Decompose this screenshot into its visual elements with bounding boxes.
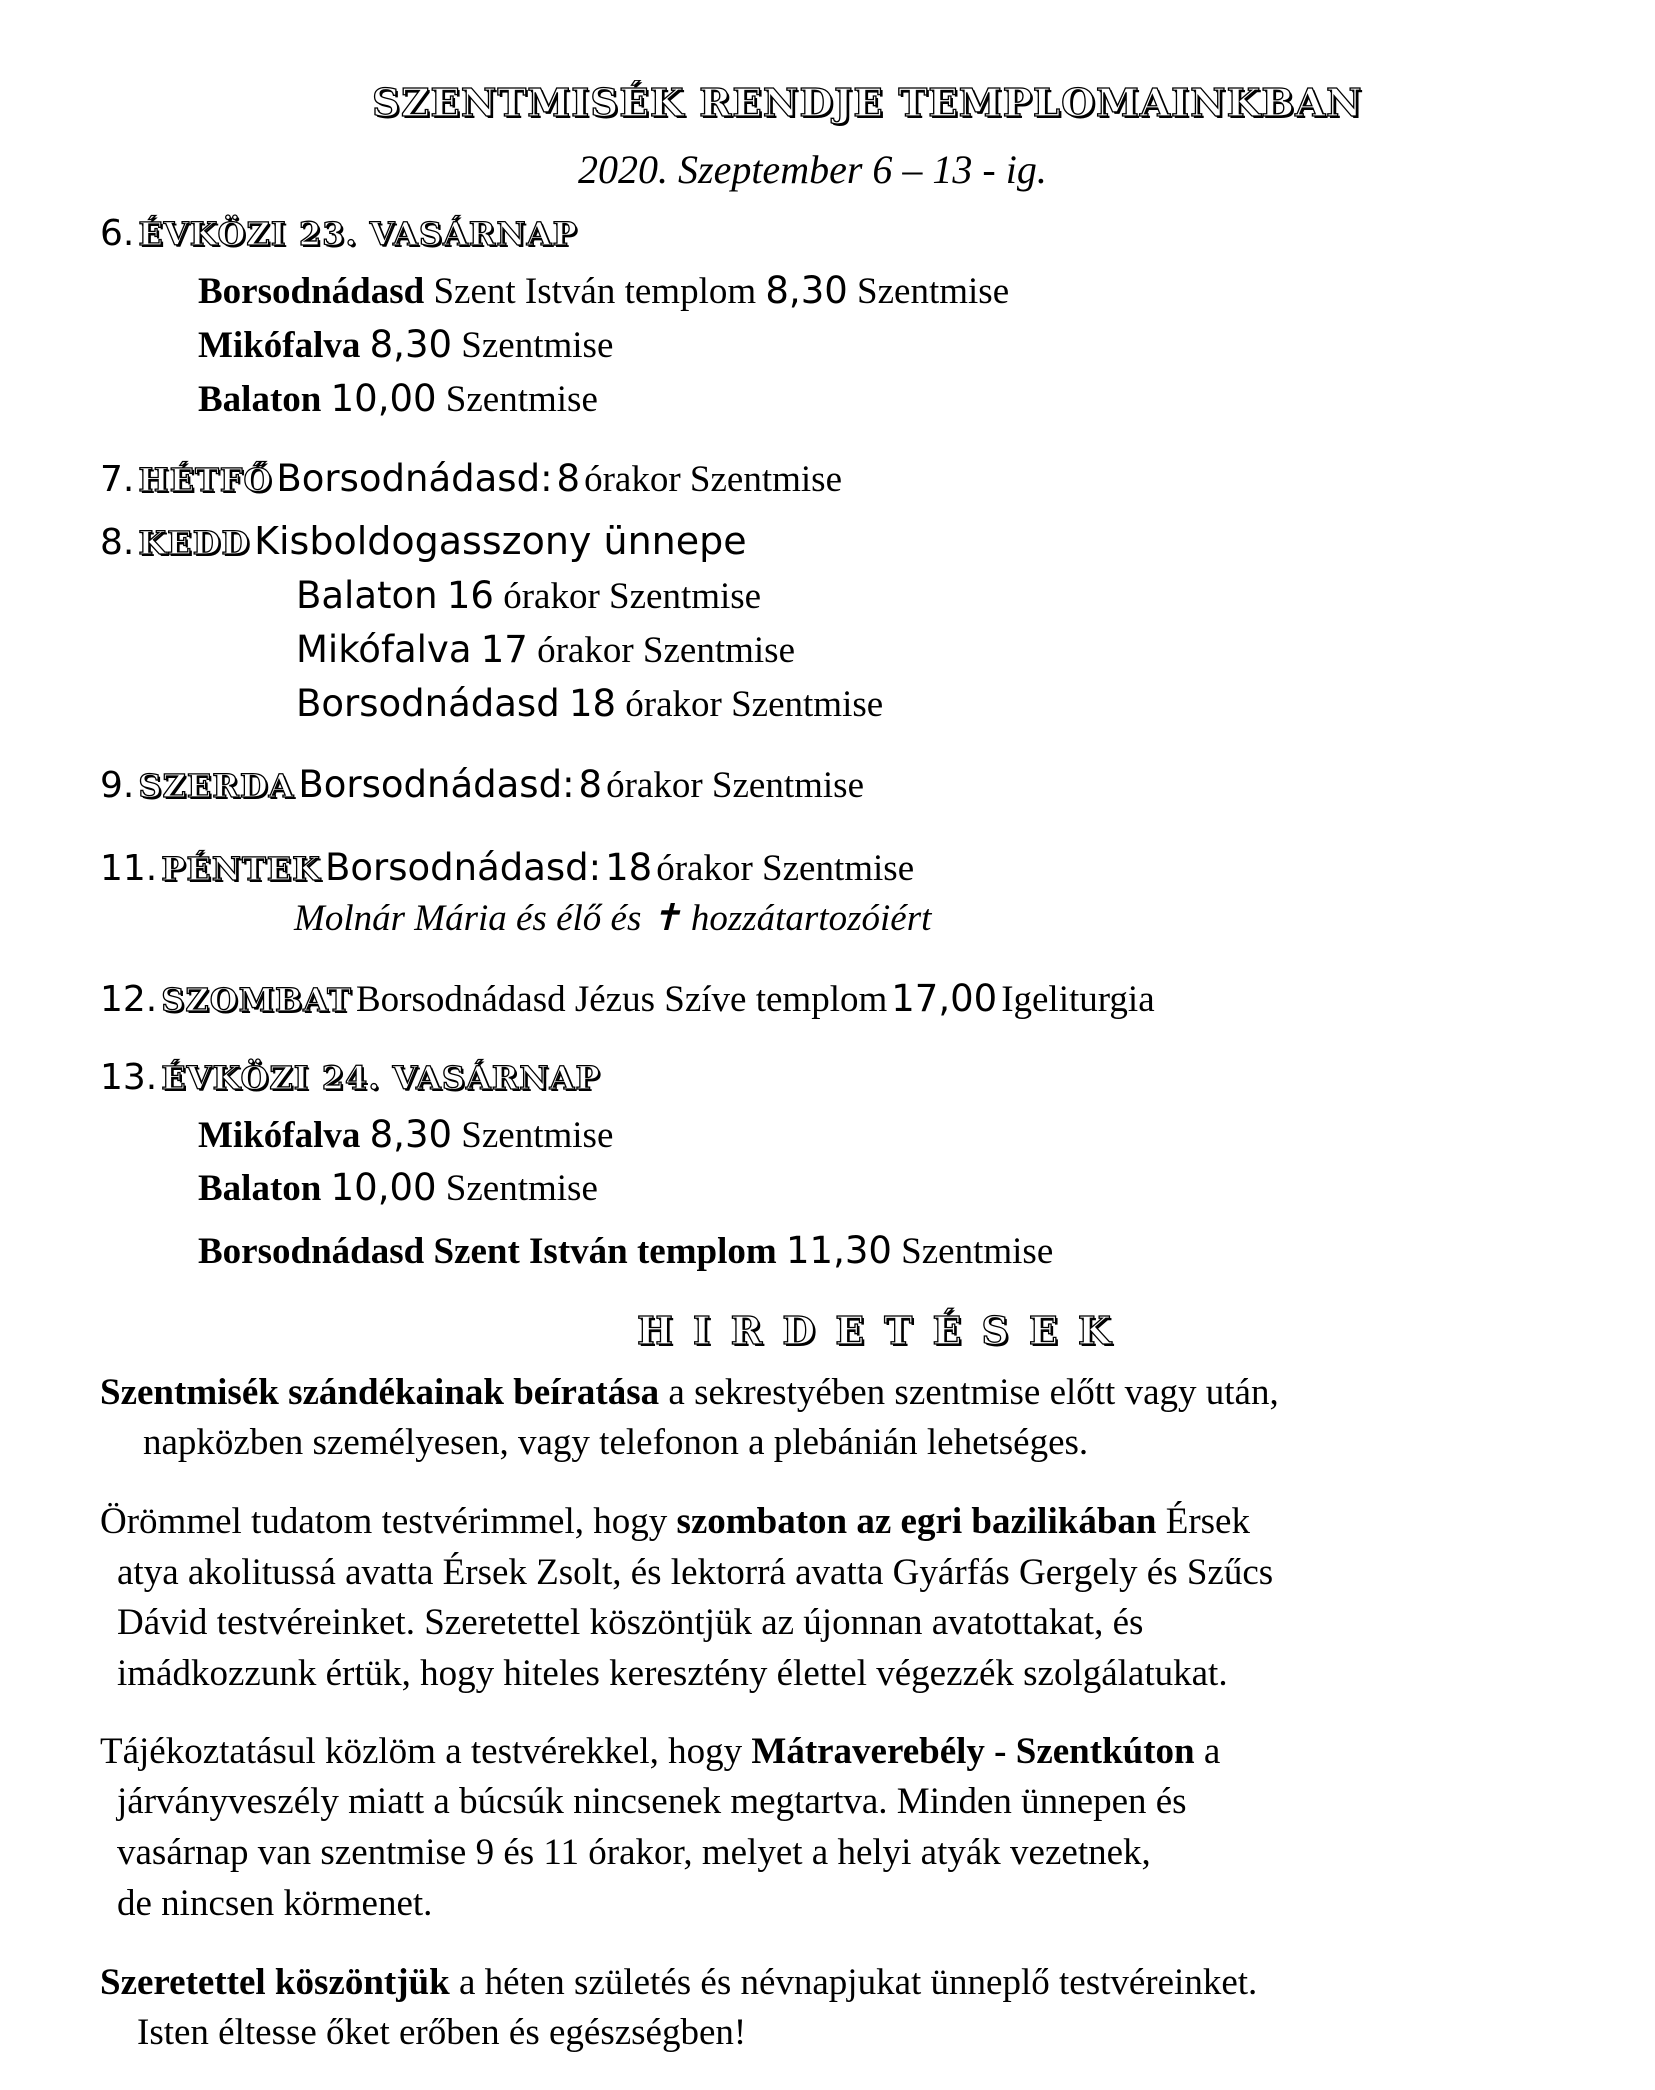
- mass-entry: [198, 1166, 598, 1209]
- day-name: ÉVKÖZI 23. VASÁRNAP: [138, 215, 578, 253]
- body-text: a: [1194, 1731, 1221, 1772]
- day-number: 13.: [100, 1057, 158, 1098]
- schedule-day-7: [100, 457, 842, 500]
- day-number: 12.: [100, 979, 158, 1020]
- mass-entry: [296, 682, 884, 725]
- announcement-2-line: [117, 1655, 1228, 1692]
- schedule-day-12: [100, 977, 1155, 1020]
- kind: Szentmise: [857, 271, 1010, 312]
- day-name: HÉTFŐ: [138, 461, 273, 499]
- schedule-day-11: [100, 846, 915, 889]
- kind: Szentmise: [461, 1115, 614, 1156]
- place: Balaton: [198, 1168, 322, 1209]
- feast-name: Kisboldogasszony ünnepe: [254, 519, 747, 563]
- announcement-3-line: [100, 1733, 1220, 1770]
- place: Balaton: [198, 379, 322, 420]
- announcement-3-line: [117, 1783, 1187, 1820]
- place: Borsodnádasd:: [324, 846, 602, 889]
- emphasis-text: Szentmisék szándékainak beíratása: [100, 1372, 660, 1413]
- kind: órakor Szentmise: [503, 576, 762, 617]
- place: Borsodnádasd:: [276, 457, 553, 500]
- date-range-subtitle: 2020. Szeptember 6 – 13 - ig.: [578, 147, 1047, 192]
- body-text: a héten születés és névnapjukat ünneplő testvéreinket.: [449, 1962, 1258, 2003]
- day-number: 9.: [100, 765, 135, 806]
- kind: órakor Szentmise: [625, 684, 884, 725]
- announcement-2-line: [100, 1503, 1250, 1540]
- announcement-4-line: [100, 1964, 1257, 2001]
- place: Borsodnádasd Szent István templom: [198, 1231, 777, 1272]
- time: 8,30: [369, 323, 453, 366]
- time: 10,00: [330, 377, 437, 420]
- time: 18: [605, 846, 653, 889]
- time: 10,00: [330, 1166, 437, 1209]
- body-text: Tájékoztatásul közlöm a testvérekkel, hogy: [100, 1731, 752, 1772]
- kind: Szentmise: [445, 379, 598, 420]
- announcement-2-line: [117, 1604, 1143, 1641]
- time: 8: [556, 457, 581, 500]
- time: 8: [578, 763, 603, 806]
- day-name: PÉNTEK: [161, 850, 321, 888]
- place: Mikófalva: [198, 1115, 361, 1156]
- day-number: 6.: [100, 213, 135, 254]
- kind: órakor Szentmise: [537, 630, 795, 671]
- time: 17: [480, 628, 528, 671]
- mass-entry: [296, 574, 762, 617]
- announcements-heading: HIRDETÉSEK: [637, 1308, 1131, 1353]
- time: 16: [446, 574, 494, 617]
- mass-intention: Molnár Mária és élő és ✝ hozzátartozóiért: [294, 898, 932, 939]
- mass-entry: [198, 1113, 614, 1156]
- mass-entry: [198, 377, 598, 420]
- announcement-3-line: [117, 1885, 432, 1922]
- announcement-3-line: [117, 1834, 1151, 1871]
- page-title: SZENTMISÉK RENDJE TEMPLOMAINKBAN: [372, 80, 1363, 125]
- emphasis-text: szombaton az egri bazilikában: [676, 1501, 1157, 1542]
- body-text: imádkozzunk értük, hogy hiteles keresztény élettel végezzék szolgálatukat.: [117, 1653, 1228, 1694]
- kind: Igeliturgia: [1001, 979, 1155, 1020]
- body-text: de nincsen körmenet.: [117, 1883, 433, 1924]
- mass-entry: [198, 269, 1010, 312]
- place: Borsodnádasd:: [298, 763, 575, 806]
- time: 8,30: [369, 1113, 453, 1156]
- place: Mikófalva: [296, 628, 472, 671]
- day-name: ÉVKÖZI 24. VASÁRNAP: [161, 1059, 601, 1097]
- body-text: a sekrestyében szentmise előtt vagy után,: [659, 1372, 1279, 1413]
- day-number: 11.: [100, 848, 158, 889]
- time: 11,30: [785, 1229, 892, 1272]
- day-name: SZOMBAT: [161, 981, 352, 1019]
- body-text: atya akolitussá avatta Érsek Zsolt, és lektorrá avatta Gyárfás Gergely és Szűcs: [117, 1552, 1274, 1593]
- announcement-1-line: [143, 1424, 1088, 1461]
- time: 18: [568, 682, 617, 725]
- kind: Szentmise: [445, 1168, 598, 1209]
- place: Balaton: [296, 574, 438, 617]
- detail: Szent István templom: [433, 271, 757, 312]
- schedule-day-8: [100, 519, 747, 563]
- body-text: járványveszély miatt a búcsúk nincsenek megtartva. Minden ünnepen és: [117, 1781, 1187, 1822]
- kind: Szentmise: [901, 1231, 1054, 1272]
- time: 17,00: [891, 977, 998, 1020]
- body-text: Dávid testvéreinket. Szeretettel köszöntjük az újonnan avatottakat, és: [117, 1602, 1144, 1643]
- place: Borsodnádasd: [198, 271, 425, 312]
- place: Borsodnádasd Jézus Szíve templom: [355, 979, 888, 1020]
- day-name: KEDD: [138, 524, 251, 562]
- place: Borsodnádasd: [296, 682, 560, 725]
- day-number: 8.: [100, 522, 135, 563]
- schedule-day-6: [100, 213, 578, 254]
- mass-entry: [198, 323, 614, 366]
- body-text: vasárnap van szentmise 9 és 11 órakor, melyet a helyi atyák vezetnek,: [117, 1832, 1151, 1873]
- kind: órakor Szentmise: [584, 459, 842, 500]
- mass-entry: [296, 628, 795, 671]
- announcement-4-line: [137, 2014, 746, 2051]
- schedule-day-9: [100, 763, 864, 806]
- emphasis-text: Szeretettel köszöntjük: [100, 1962, 450, 2003]
- announcement-1-line: [100, 1374, 1279, 1411]
- kind: órakor Szentmise: [606, 765, 864, 806]
- emphasis-text: Mátraverebély - Szentkúton: [751, 1731, 1195, 1772]
- body-text: Örömmel tudatom testvérimmel, hogy: [100, 1501, 677, 1542]
- body-text: Isten éltesse őket erőben és egészségben!: [137, 2012, 747, 2053]
- body-text: Érsek: [1156, 1501, 1250, 1542]
- schedule-day-13: [100, 1057, 601, 1098]
- kind: órakor Szentmise: [656, 848, 915, 889]
- day-number: 7.: [100, 459, 135, 500]
- body-text: napközben személyesen, vagy telefonon a plebánián lehetséges.: [143, 1422, 1089, 1463]
- time: 8,30: [765, 269, 848, 312]
- place: Mikófalva: [198, 325, 361, 366]
- announcement-2-line: [117, 1554, 1273, 1591]
- mass-entry: [198, 1229, 1054, 1272]
- kind: Szentmise: [461, 325, 614, 366]
- day-name: SZERDA: [138, 767, 295, 805]
